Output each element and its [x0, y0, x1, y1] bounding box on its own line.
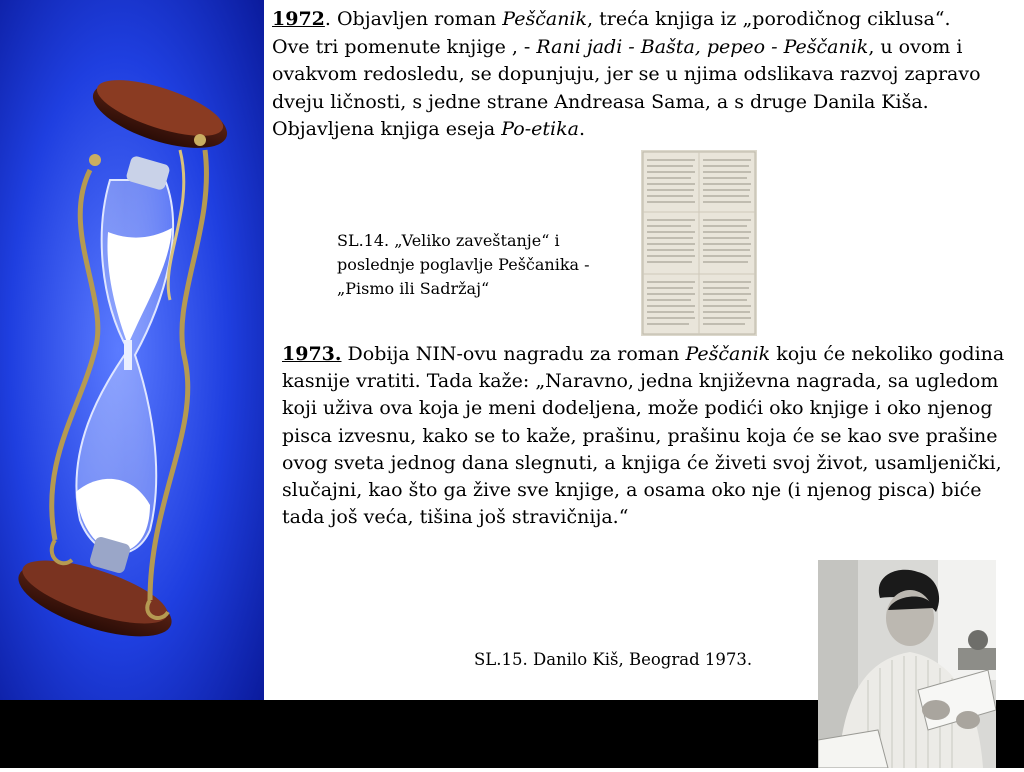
book-title: Peščanik	[685, 343, 771, 365]
figure-caption-15: SL.15. Danilo Kiš, Beograd 1973.	[474, 650, 753, 669]
year-1973: 1973.	[282, 343, 342, 365]
text-segment: koju će nekoliko godina kasnije vratiti. Tada kaže: „Naravno, jedna književna nagrada, sa ugledom koji uživa ova koja je meni dodeljena, može podići oko knjige i oko njenog pisca izvesnu, kako se to kaže, prašinu, prašinu koja će se kao sve prašine ovog sveta jednog dana slegnuti, a knjiga će živeti svoj život, usamljenički, slučajni, kao što ga žive sve knjige, a osama oko nje (i njenog pisca) biće tada još veća, tišina još stravičnija.“	[282, 343, 1005, 529]
hourglass-image	[0, 0, 264, 700]
text-segment: Ove tri pomenute knjige , -	[272, 35, 537, 58]
book-title: Peščanik	[502, 8, 588, 30]
book-titles: Rani jadi - Bašta, pepeo - Peščanik	[536, 35, 869, 58]
book-title: Po-etika	[501, 118, 579, 140]
figure-caption-14: SL.14. „Veliko zaveštanje“ i poslednje poglavlje Peščanika - „Pismo ili Sadržaj“	[337, 231, 590, 298]
paragraph-1972-line2	[272, 34, 1017, 117]
text-segment: Objavljena knjiga eseja	[272, 118, 502, 140]
paragraph-1972	[272, 6, 1017, 144]
text-segment: , u ovom i ovakvom redosledu, se dopunjuju, jer se u njima odslikava razvoj zapravo dveju ličnosti, s jedne strane Andreasa Sama, a s druge Danila Kiša.	[272, 35, 981, 113]
text-segment: .	[578, 118, 585, 140]
paragraph-1972-line3	[272, 116, 1017, 144]
paragraph-1973	[282, 341, 1012, 531]
danilo-kis-photo	[818, 560, 996, 768]
manuscript-letter-image	[641, 150, 757, 336]
text-segment: . Objavljen roman	[324, 8, 503, 30]
year-1972: 1972	[272, 8, 325, 30]
text-segment: , treća knjiga iz „porodičnog ciklusa“.	[587, 8, 951, 30]
text-segment: Dobija NIN-ovu nagradu za roman	[341, 343, 686, 365]
paragraph-1972-line1	[272, 6, 1017, 34]
